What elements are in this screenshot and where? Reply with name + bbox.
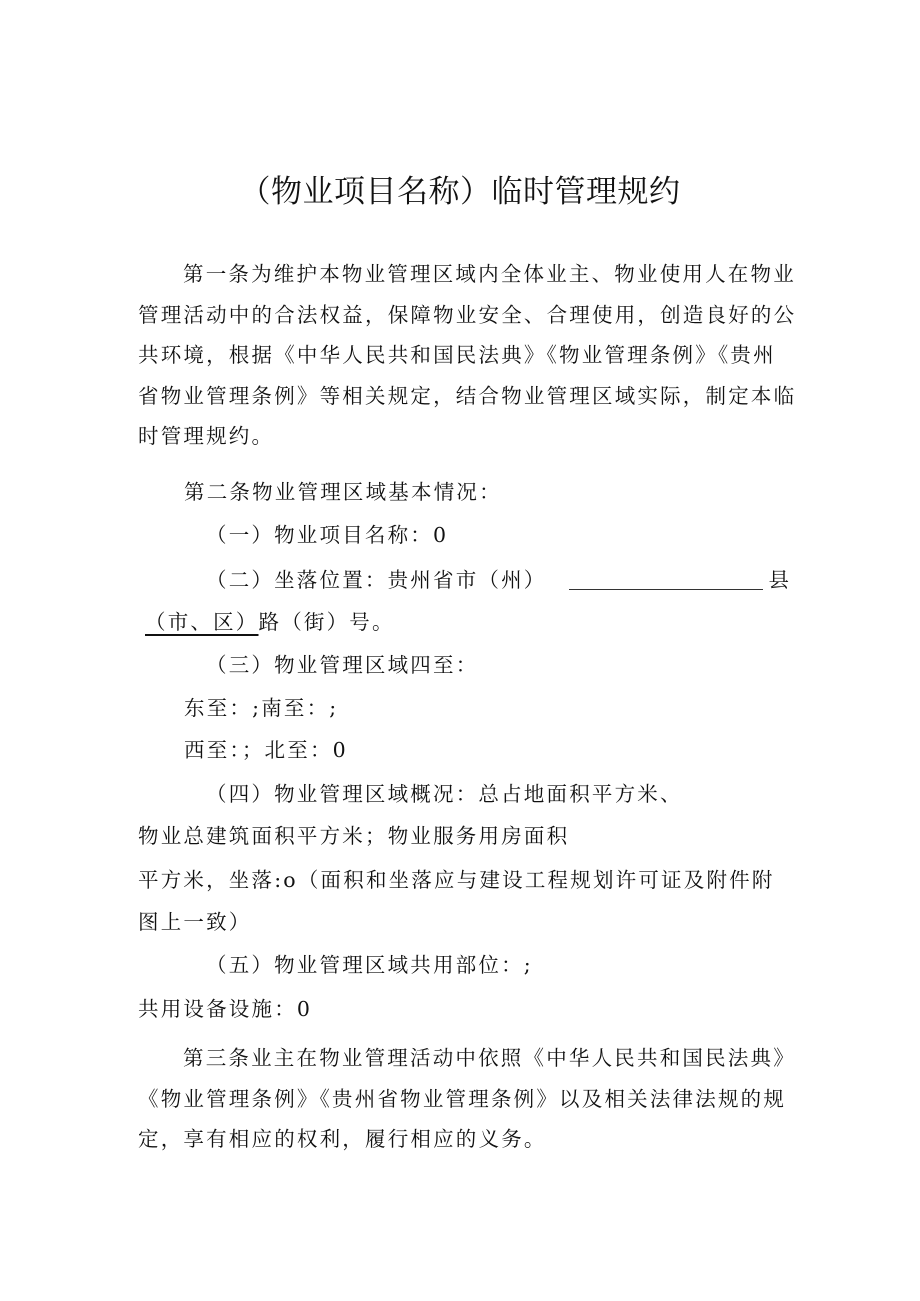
location-blank-field bbox=[569, 565, 763, 590]
item-overview-line2: 物业总建筑面积平方米；物业服务用房面积 bbox=[138, 824, 570, 848]
boundary-east-south: 东至：;南至：; bbox=[184, 696, 339, 720]
article-1-paragraph: 第一条为维护本物业管理区域内全体业主、物业使用人在物业管理活动中的合法权益，保障物业安全、合理使用，创造良好的公共环境，根据《中华人民共和国民法典》《物业管理条例》《贵州省物业管理条例》等相关规定，结合物业管理区域实际，制定本临时管理规约。 bbox=[138, 262, 797, 448]
item-location-line1 bbox=[206, 560, 791, 600]
item-overview-line4: 图上一致） bbox=[138, 910, 252, 934]
article-3-paragraph: 第三条业主在物业管理活动中依照《中华人民共和国民法典》《物业管理条例》《贵州省物业管理条例》以及相关法律法规的规定，享有相应的权利，履行相应的义务。 bbox=[138, 1046, 796, 1151]
item-project-name: （一）物业项目名称：0 bbox=[206, 523, 449, 547]
boundary-west-north: 西至：；北至：0 bbox=[184, 738, 348, 762]
article-2-heading: 第二条物业管理区域基本情况： bbox=[184, 480, 502, 504]
location-county-suffix: 县 bbox=[768, 568, 792, 592]
item-shared-parts: （五）物业管理区域共用部位：; bbox=[206, 953, 533, 977]
location-street-suffix: 路（街）号。 bbox=[258, 610, 395, 634]
item-boundaries: （三）物业管理区域四至： bbox=[206, 653, 479, 677]
location-district-underlined: （市、区） bbox=[145, 610, 259, 634]
item-overview-line1: （四）物业管理区域概况：总占地面积平方米、 bbox=[206, 782, 683, 806]
document-title: （物业项目名称）临时管理规约 bbox=[239, 174, 681, 210]
location-prefix: （二）坐落位置：贵州省市（州） bbox=[206, 568, 547, 592]
shared-facilities: 共用设备设施：0 bbox=[138, 997, 313, 1021]
item-overview-line3: 平方米，坐落:o（面积和坐落应与建设工程规划许可证及附件附 bbox=[138, 868, 775, 892]
item-location-line2 bbox=[145, 602, 395, 642]
